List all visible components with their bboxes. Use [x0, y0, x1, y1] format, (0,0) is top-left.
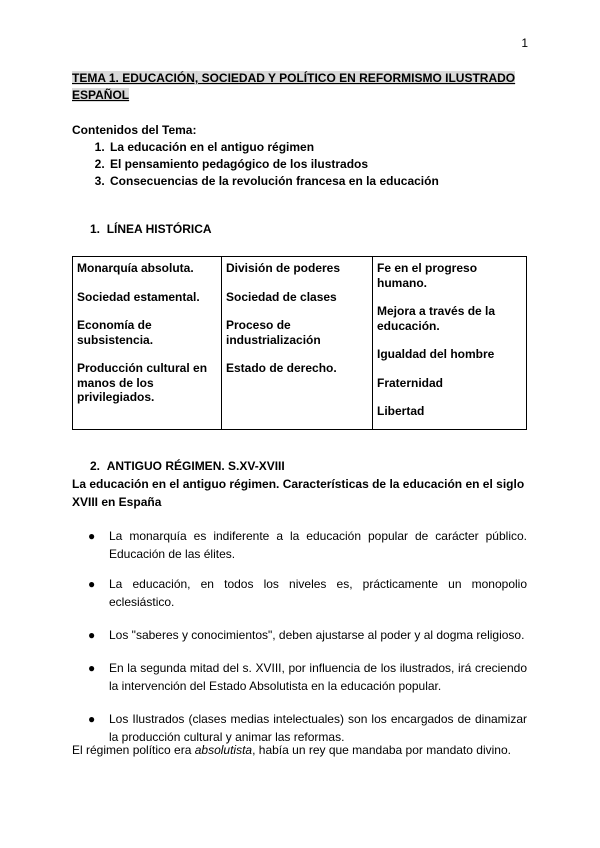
table-column-old-regime — [73, 257, 222, 430]
table-cell: Sociedad estamental. — [77, 289, 200, 304]
table-column-new-regime — [222, 257, 373, 430]
list-item — [72, 710, 527, 746]
list-item — [72, 659, 527, 695]
bullet-icon: ● — [88, 577, 96, 591]
contents-item: 2. El pensamiento pedagógico de los ilustrados — [108, 156, 439, 173]
section-2-subtitle: La educación en el antiguo régimen. Características de la educación en el siglo XVIII en España — [72, 477, 525, 509]
section-1-number: 1. — [90, 222, 101, 236]
contents-item: 3. Consecuencias de la revolución francesa en la educación — [108, 173, 439, 190]
table-column-ideals — [373, 257, 527, 430]
closing-emphasis: absolutista — [194, 743, 253, 757]
section-2-number: 2. — [90, 459, 101, 473]
section-1-heading — [90, 222, 212, 236]
table-cell: Libertad — [377, 404, 425, 418]
table-cell: Estado de derecho. — [226, 361, 337, 375]
section-2-title: ANTIGUO RÉGIMEN. S.XV-XVIII — [106, 459, 285, 473]
table-cell: Mejora a través de la educación. — [377, 304, 496, 333]
contents-section — [72, 122, 439, 190]
table-cell: Igualdad del hombre — [377, 347, 495, 361]
contents-heading: Contenidos del Tema: — [72, 123, 197, 137]
contents-list — [72, 139, 439, 190]
page-number: 1 — [521, 36, 528, 50]
list-item-text: Los Ilustrados (clases medias intelectuales) son los encargados de dinamizar la producción cultural y animar las reformas. — [109, 712, 527, 744]
table-cell: División de poderes — [226, 261, 341, 275]
bullet-icon: ● — [88, 661, 96, 675]
contents-item: 1. La educación en el antiguo régimen — [108, 139, 439, 156]
list-item-text: La monarquía es indiferente a la educación popular de carácter público. Educación de las élites. — [109, 529, 527, 561]
list-item — [72, 626, 527, 644]
section-2-heading — [90, 459, 285, 473]
historical-line-table — [72, 256, 527, 430]
bullet-icon: ● — [88, 628, 96, 642]
table-cell: Monarquía absoluta. — [77, 261, 194, 275]
table-cell: Producción cultural en manos de los privilegiados. — [77, 361, 208, 404]
document-title-text: TEMA 1. EDUCACIÓN, SOCIEDAD Y POLÍTICO EN REFORMISMO ILUSTRADO ESPAÑOL — [72, 71, 516, 102]
bullet-icon: ● — [88, 529, 96, 543]
list-item-text: En la segunda mitad del s. XVIII, por influencia de los ilustrados, irá creciendo la intervención del Estado Absolutista en la educación popular. — [109, 661, 527, 693]
table-cell: Economía de subsistencia. — [77, 318, 154, 347]
closing-text-start: El régimen político era — [72, 743, 195, 757]
closing-text-end: , había un rey que mandaba por mandato divino. — [252, 743, 511, 757]
table-cell: Fe en el progreso humano. — [377, 261, 478, 290]
closing-paragraph — [72, 743, 511, 757]
list-item — [72, 527, 527, 563]
table-cell: Sociedad de clases — [226, 289, 337, 304]
list-item — [72, 575, 527, 611]
section-1-title: LÍNEA HISTÓRICA — [106, 222, 212, 236]
bullet-icon: ● — [88, 712, 96, 726]
list-item-text: Los "saberes y conocimientos", deben ajustarse al poder y al dogma religioso. — [109, 628, 525, 642]
table-cell: Fraternidad — [377, 375, 444, 390]
list-item-text: La educación, en todos los niveles es, prácticamente un monopolio eclesiástico. — [109, 577, 527, 609]
document-title — [72, 70, 530, 104]
table-cell: Proceso de industrialización — [226, 318, 321, 347]
